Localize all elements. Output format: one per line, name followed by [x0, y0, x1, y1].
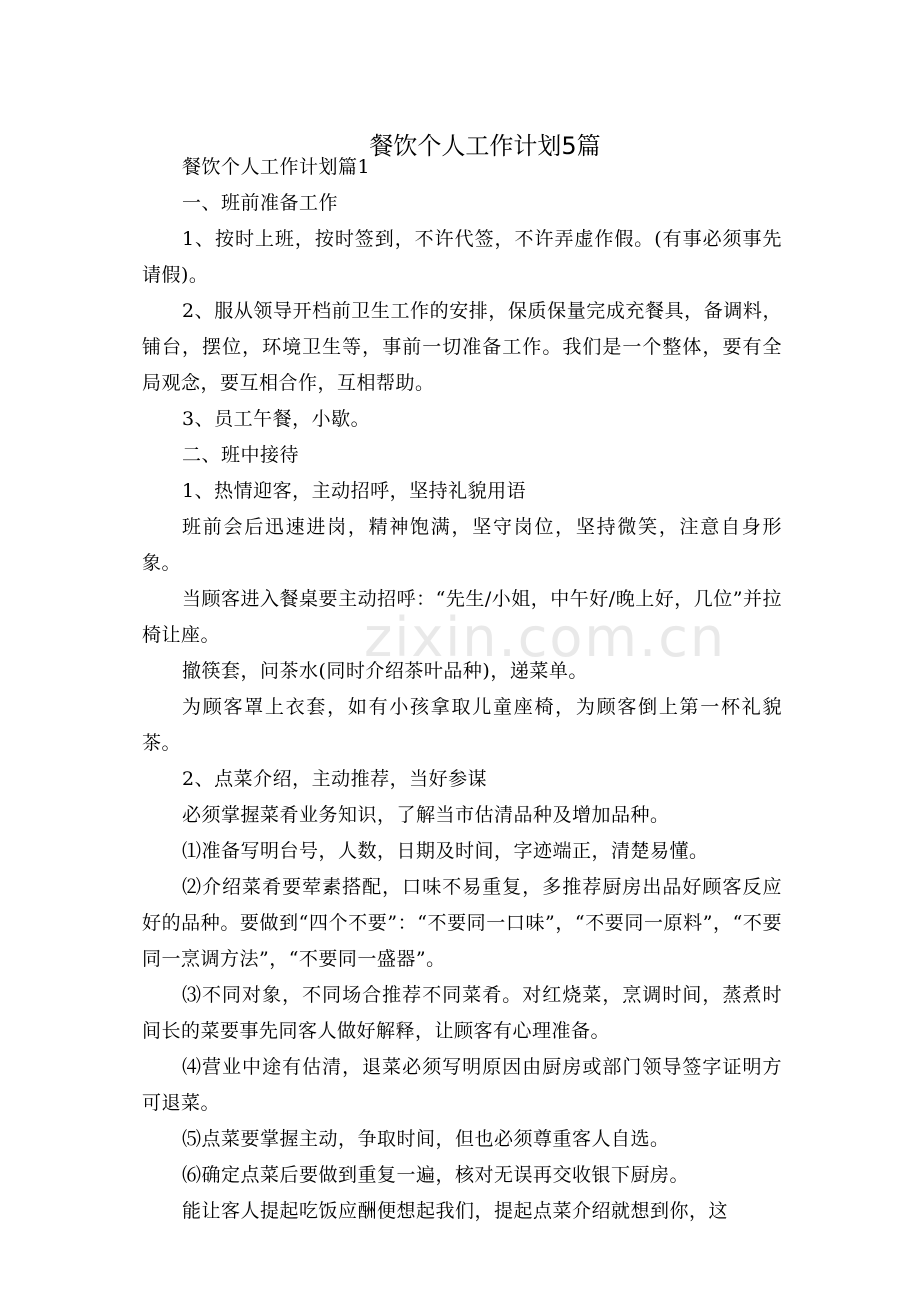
paragraph: 班前会后迅速进岗，精神饱满，坚守岗位，坚持微笑，注意自身形象。: [142, 516, 782, 574]
document-body: [142, 149, 782, 1229]
document-title: 餐饮个人工作计划5篇: [369, 132, 601, 161]
paragraph: 2、点菜介绍，主动推荐，当好参谋: [182, 768, 488, 790]
paragraph: 1、热情迎客，主动招呼，坚持礼貌用语: [182, 480, 527, 502]
list-item: ⑵介绍菜肴要荤素搭配，口味不易重复，多推荐厨房出品好顾客反应好的品种。要做到“四个不要”：“不要同一口味”，“不要同一原料”，“不要同一烹调方法”，“不要同一盛器”。: [142, 876, 782, 970]
paragraph: 当顾客进入餐桌要主动招呼：“先生/小姐，中午好/晚上好，几位”并拉椅让座。: [142, 588, 782, 646]
section-heading: 餐饮个人工作计划篇1: [182, 156, 371, 178]
paragraph: 能让客人提起吃饭应酬便想起我们，提起点菜介绍就想到你，这: [182, 1200, 729, 1222]
list-item: ⑴准备写明台号，人数，日期及时间，字迹端正，清楚易懂。: [182, 840, 709, 862]
paragraph: 1、按时上班，按时签到，不许代签，不许弄虚作假。(有事必须事先请假)。: [142, 228, 782, 286]
watermark: zixin.com.cn: [364, 606, 727, 669]
list-item: ⑷营业中途有估清，退菜必须写明原因由厨房或部门领导签字证明方可退菜。: [142, 1056, 782, 1114]
paragraph: 撤筷套，问茶水(同时介绍茶叶品种)，递菜单。: [182, 660, 588, 682]
paragraph: 2、服从领导开档前卫生工作的安排，保质保量完成充餐具，备调料，铺台，摆位，环境卫生等，事前一切准备工作。我们是一个整体，要有全局观念，要互相合作，互相帮助。: [142, 300, 782, 394]
subheading: 二、班中接待: [182, 444, 300, 466]
paragraph: 必须掌握菜肴业务知识，了解当市估清品种及增加品种。: [182, 804, 670, 826]
list-item: ⑸点菜要掌握主动，争取时间，但也必须尊重客人自选。: [182, 1128, 670, 1150]
list-item: ⑶不同对象，不同场合推荐不同菜肴。对红烧菜，烹调时间，蒸煮时间长的菜要事先同客人做好解释，让顾客有心理准备。: [142, 984, 782, 1042]
paragraph: 为顾客罩上衣套，如有小孩拿取儿童座椅，为顾客倒上第一杯礼貌茶。: [142, 696, 782, 754]
paragraph: 3、员工午餐，小歇。: [182, 408, 371, 430]
subheading: 一、班前准备工作: [182, 192, 339, 214]
list-item: ⑹确定点菜后要做到重复一遍，核对无误再交收银下厨房。: [182, 1164, 690, 1186]
